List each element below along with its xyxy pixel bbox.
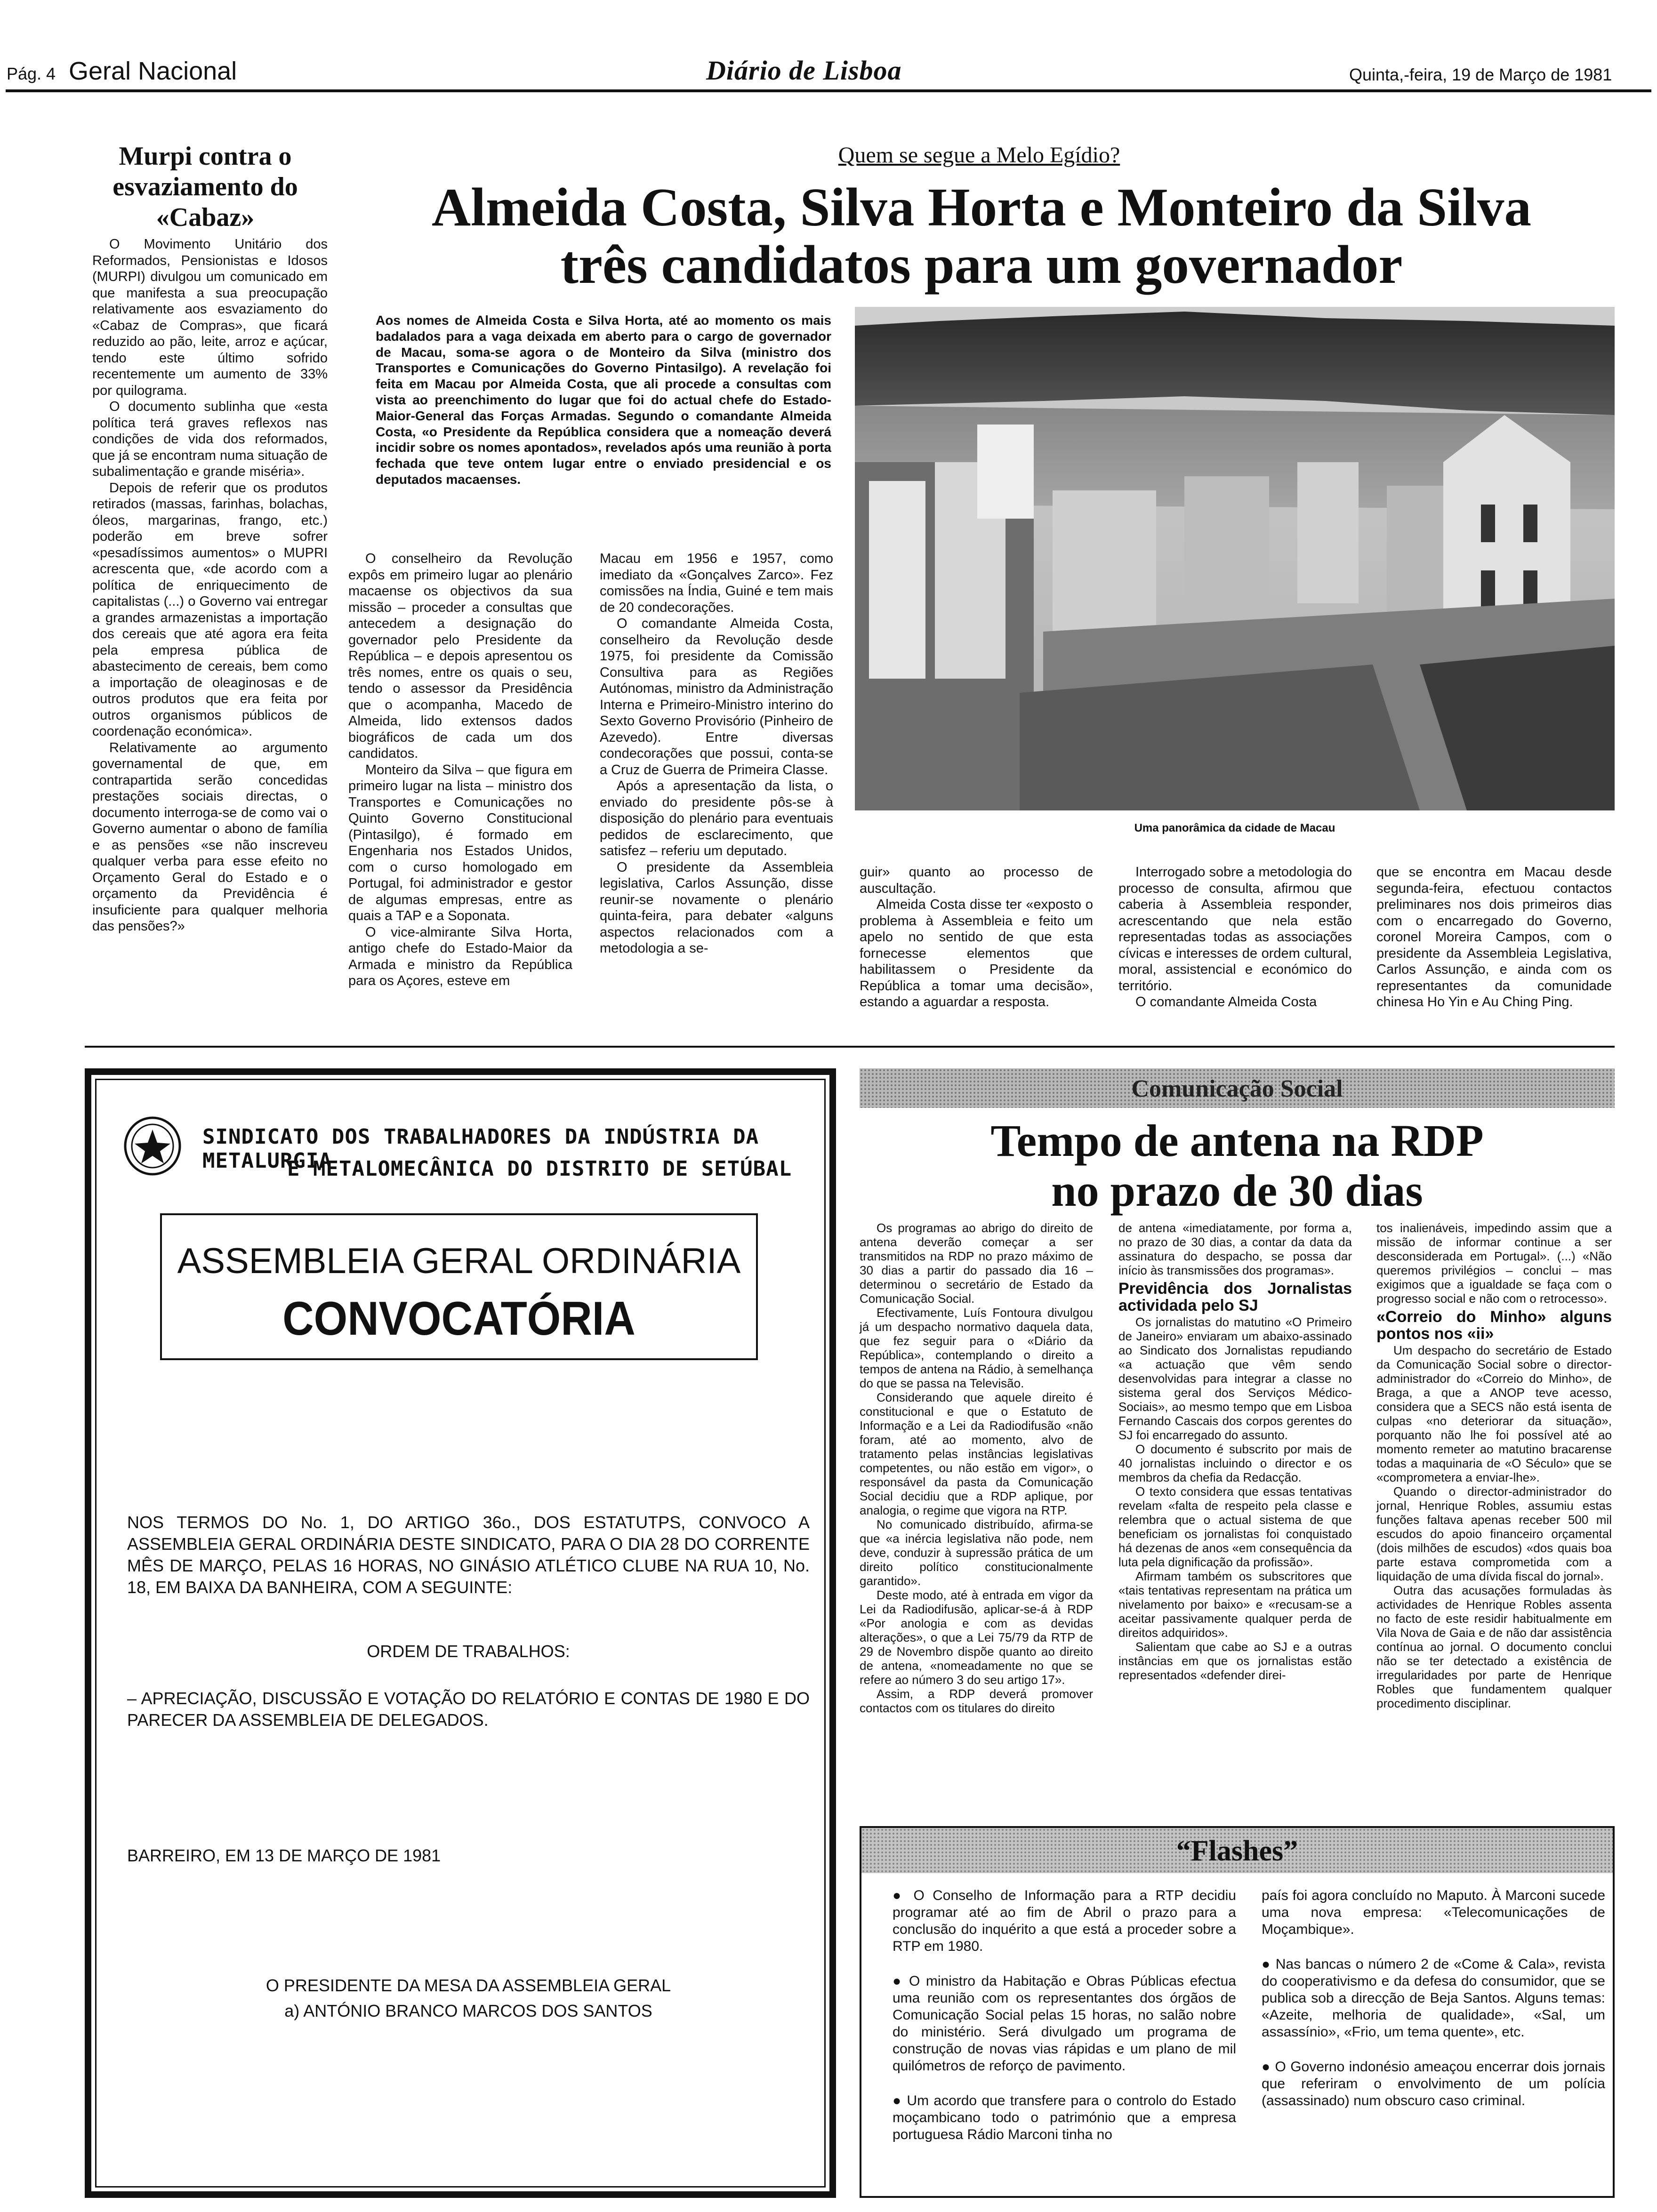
macau-photo-caption: Uma panorâmica da cidade de Macau [1134,822,1335,834]
macau-paragraph: Macau em 1956 e 1957, como imediato da «Gonçalves Zarco». Fez comissões na Índia, Guiné e tem mais de 20 condecorações. [600,551,833,615]
rdp-col-2 [1118,1221,1352,1682]
flash-item: ● O ministro da Habitação e Obras Públicas efectua uma reunião com os representantes dos órgãos de Comunicação Social pelas 15 horas, no salão nobre do ministério. Será divulgado um programa de construção de novas vias rápidas e um plano de mil quilómetros de reforço de pavimento. [893,1973,1236,2075]
union-name-line-2: E METALOMECÂNICA DO DISTRITO DE SETÚBAL [287,1157,792,1181]
macau-col-4 [1118,864,1352,1010]
issue-date: Quinta,-feira, 19 de Março de 1981 [1349,65,1612,84]
rdp-paragraph: Deste modo, até à entrada em vigor da Lei da Radiodifusão, aplicar-se-á à RDP «Por anologia e com as devidas alterações», o que a Lei 75/79 da RTP de 29 de Novembro dispõe quanto ao direito de antena, «nomeadamente no que se refere ao número 3 do seu artigo 17». [860,1588,1093,1687]
rdp-paragraph: de antena «imediatamente, por forma a, no prazo de 30 dias, a contar da data da assinatura do despacho, se possa dar início às transmissões dos programas». [1118,1221,1352,1277]
macau-col-5 [1376,864,1612,1010]
macau-paragraph: O comandante Almeida Costa, conselheiro da Revolução desde 1975, foi presidente da Comissão Consultiva para as Regiões Autónomas, ministro da Administração Interna e Primeiro-Ministro interino do Sexto Governo Provisório (Pinheiro de Azevedo). Entre diversas condecorações que possui, conta-se a Cruz de Guerra de Primeira Classe. [600,616,833,777]
flash-item: ● O Conselho de Informação para a RTP decidiu programar até ao fim de Abril o prazo para a conclusão do inquérito a que está a proceder sobre a RTP em 1980. [893,1887,1236,1955]
macau-lead: Aos nomes de Almeida Costa e Silva Horta, até ao momento os mais badalados para a vaga deixada em aberto para o cargo de governador de Macau, soma-se agora o de Monteiro da Silva (ministro dos Transportes e Comunicações do Governo Pintasilgo). A revelação foi feita em Macau por Almeida Costa, que ali procede a consultas com vista ao preenchimento do lugar que foi do actual chefe do Estado-Maior-General das Forças Armadas. Segundo o comandante Almeida Costa, «o Presidente da República considera que a nomeação deverá incidir sobre os nomes apontados», revelados após uma reunião à porta fechada que teve ontem lugar entre o enviado presidencial e os deputados macaenses. [376,313,831,487]
convocation-title: CONVOCATÓRIA [282,1292,635,1346]
page-number: Pág. 4 [7,64,56,83]
flashes-title: “Flashes” [1176,1835,1298,1867]
macau-paragraph: O presidente da Assembleia legislativa, Carlos Assunção, disse reunir-se novamente o plenário quinta-feira, para debater «alguns aspectos relacionados com a metodologia a se- [600,859,833,956]
rdp-paragraph: No comunicado distribuído, afirma-se que «a inércia legislativa não pode, nem deve, conduzir à supressão prática de um direito político constitucionalmente garantido». [860,1517,1093,1588]
murpi-article [92,236,328,935]
flash-item: país foi agora concluído no Maputo. À Marconi sucede uma nova empresa: «Telecomunicações de Moçambique». [1262,1888,1605,1937]
rdp-section-title: Comunicação Social [1131,1075,1343,1102]
assembly-title: ASSEMBLEIA GERAL ORDINÁRIA [177,1241,741,1281]
rdp-subheading-previdencia: Previdência dos Jornalistas actividada pelo SJ [1118,1280,1352,1314]
union-name-line-1: SINDICATO DOS TRABALHADORES DA INDÚSTRIA DA METALURGIA [202,1125,759,1173]
flashes-right [1262,1887,1605,2109]
macau-paragraph: que se encontra em Macau desde segunda-feira, efectuou contactos preliminares nos dois primeiros dias com o encarregado do Governo, coronel Moreira Campos, com o presidente da Assembleia Legislativa, Carlos Assunção, e ainda com os representantes da comunidade chinesa Ho Yin e Au Ching Ping. [1376,865,1612,1010]
signer-title: O PRESIDENTE DA MESA DA ASSEMBLEIA GERAL [265,1976,671,1995]
section-divider [85,1046,1615,1048]
flash-item: ● Um acordo que transfere para o controlo do Estado moçambicano todo o património que a empresa portuguesa Rádio Marconi tinha no [893,2092,1236,2143]
order-of-business-title: ORDEM DE TRABALHOS: [367,1642,570,1661]
flashes-left [893,1887,1236,2143]
macau-paragraph: O conselheiro da Revolução expôs em primeiro lugar ao plenário macaense os objectivos da sua missão – proceder a consultas que antecedem a designação do governador pelo Presidente da República – e depois apresentou os três nomes, entre os quais o seu, tendo o assessor da Presidência que o acompanha, Macedo de Almeida, lido extensos dados biográficos de cada um dos candidatos. [348,551,572,761]
murpi-paragraph: Depois de referir que os produtos retirados (massas, farinhas, bolachas, óleos, margarinas, frango, etc.) poderão em breve sofrer «pesadíssimos aumentos» o MUPRI acrescenta que, «de acordo com a política de enriquecimento de capitalistas (...) o Governo vai entregar a grandes armazenistas a importação dos cereais que até agora era feita pela empresa pública de abastecimento de cereais, bem como a importação de oleaginosas e de outros produtos que era feita por outros organismos públicos de coordenação económica». [92,480,328,739]
section-title: Geral Nacional [69,57,237,85]
union-emblem-icon [123,1115,182,1177]
rdp-col-3 [1376,1221,1612,1710]
murpi-paragraph: O Movimento Unitário dos Reformados, Pensionistas e Idosos (MURPI) divulgou um comunicado em que manifesta a sua preocupação relativamente aos esvaziamento do «Cabaz de Compras», que ficará reduzido ao pão, leite, arroz e açúcar, tendo este último sofrido recentemente um aumento de 33% por quilograma. [92,237,328,398]
rdp-paragraph: Efectivamente, Luís Fontoura divulgou já um despacho normativo daquela data, que fez seguir para o «Diário da República», contemplando o direito a tempos de antena na Rádio, à semelhança do que se passa na Televisão. [860,1306,1093,1390]
rdp-paragraph: Afirmam também os subscritores que «tais tentativas representam na prática um nivelamento por baixo» e «recusam-se a aceitar passivamente qualquer perda de direitos adquiridos». [1118,1569,1352,1640]
rdp-paragraph: Quando o director-administrador do jornal, Henrique Robles, assumiu estas funções faltava apenas receber 500 mil escudos do apoio financeiro orçamental (dois milhões de escudos) «dos quais boa parte estava comprometida com a liquidação de uma dívida fiscal do jornal». [1376,1484,1612,1583]
macau-col-3 [860,864,1093,1010]
rdp-paragraph: Um despacho do secretário de Estado da Comunicação Social sobre o director-administrador do «Correio do Minho», de Braga, a que a ANOP teve acesso, considera que a SECS não está isenta de culpas «no deteriorar da situação», porquanto não lhe foi possível até ao momento remeter ao matutino bracarense todas a maquinaria de «O Século» que se «comprometera a enviar-lhe». [1376,1343,1612,1484]
murpi-paragraph: O documento sublinha que «esta política terá graves reflexos nas condições de vida dos reformados, que já se encontram numa situação de subalimentação e grande miséria». [92,399,328,479]
rdp-paragraph: Os programas ao abrigo do direito de antena deverão começar a ser transmitidos na RDP no prazo máximo de 30 dias a partir do passado dia 16 – determinou o secretário de Estado da Comunicação Social. [860,1221,1093,1306]
convocation-body: NOS TERMOS DO No. 1, DO ARTIGO 36o., DOS ESTATUTPS, CONVOCO A ASSEMBLEIA GERAL ORDINÁRIA DESTE SINDICATO, PARA O DIA 28 DO CORRENTE MÊS DE MARÇO, PELAS 16 HORAS, NO GINÁSIO ATLÉTICO CLUBE NA RUA 10, No. 18, EM BAIXA DA BANHEIRA, COM A SEGUINTE: [127,1513,810,1597]
macau-cityscape-photo [855,307,1615,810]
flash-item: ● O Governo indonésio ameaçou encerrar dois jornais que referiram o envolvimento de um polícia (assassinado) num obscuro caso criminal. [1262,2059,1605,2109]
rdp-paragraph: Os jornalistas do matutino «O Primeiro de Janeiro» enviaram um abaixo-assinado ao Sindicato dos Jornalistas repudiando «a actuação que vêm sendo desenvolvidas para integrar a classe no sistema geral dos Serviços Médico-Sociais», ao mesmo tempo que em Lisboa Fernando Cascais dos corpos gerentes do SJ foi encarregado do assunto. [1118,1315,1352,1442]
macau-photo [855,307,1615,810]
macau-paragraph: Após a apresentação da lista, o enviado do presidente pôs-se à disposição do plenário para eventuais pedidos de esclarecimento, que satisfez – referiu um deputado. [600,778,833,858]
macau-paragraph: guir» quanto ao processo de auscultação. [860,865,1093,896]
union-emblem [123,1115,182,1177]
murpi-headline: Murpi contra o esvaziamento do «Cabaz» [113,142,298,232]
masthead-rule [6,89,1651,92]
macau-col-2 [600,551,833,957]
rdp-paragraph: Salientam que cabe ao SJ e a outras instâncias em que os jornalistas estão representados «defender direi- [1118,1640,1352,1682]
macau-paragraph: Monteiro da Silva – que figura em primeiro lugar na lista – ministro dos Transportes e Comunicações no Quinto Governo Constitucional (Pintasilgo), é formado em Engenharia nos Estados Unidos, com o curso homologado em Portugal, foi administrador e gestor de algumas empresas, entre as quais a TAP e a Soponata. [348,762,572,923]
macau-paragraph: Almeida Costa disse ter «exposto o problema à Assembleia e feito um apelo no sentido de que esta fornecesse elementos que habilitassem o Presidente da República a tomar uma decisão», estando a aguardar a resposta. [860,897,1093,1010]
rdp-headline-1: Tempo de antena na RDP [990,1115,1484,1166]
rdp-headline-2: no prazo de 30 dias [1051,1165,1423,1216]
rdp-paragraph: O documento é subscrito por mais de 40 jornalistas incluindo o director e os membros da chefia da Redacção. [1118,1442,1352,1484]
flash-item: ● Nas bancas o número 2 de «Come & Cala», revista do cooperativismo e da defesa do consumidor, que se publica sob a direcção de Beja Santos. Alguns temas: «Azeite, melhoria de qualidade», «Sal, um assassínio», «Frio, um tema quente», etc. [1262,1956,1605,2041]
macau-kicker: Quem se segue a Melo Egídio? [838,143,1120,168]
rdp-paragraph: Assim, a RDP deverá promover contactos com os titulares do direito [860,1687,1093,1715]
macau-headline-2: três candidatos para um governador [560,235,1403,295]
macau-headline-1: Almeida Costa, Silva Horta e Monteiro da Silva [431,177,1532,237]
macau-paragraph: O vice-almirante Silva Horta, antigo chefe do Estado-Maior da Armada e ministro da República para os Açores, esteve em [348,924,572,988]
rdp-paragraph: tos inalienáveis, impedindo assim que a missão de informar continue a ser desconsiderada em Portugal». (...) «Não queremos privilégios – conclui – mas exigimos que a igualdade se faça com o progresso social e não com o retrocesso». [1376,1221,1612,1306]
rdp-paragraph: O texto considera que essas tentativas revelam «falta de respeito pela classe e relembra que o actual sistema de que beneficiam os jornalistas foi conquistado há dezenas de anos «em consequência da luta pela dignificação da profissão». [1118,1484,1352,1569]
rdp-paragraph: Considerando que aquele direito é constitucional e que o Estatuto de Informação e a Lei da Radiodifusão «não foram, até ao momento, alvo de tratamento pelas instâncias legislativas competentes, ou não estão em vigor», o responsável da pasta da Comunicação Social decidiu que a RDP aplique, por analogia, o regime que vigora na RTP. [860,1390,1093,1517]
murpi-paragraph: Relativamente ao argumento governamental de que, em contrapartida serão concedidas prestações sociais directas, o documento interroga-se de como vai o Governo aumentar o abono de família e as pensões «se não inscreveu qualquer verba para esse efeito no Orçamento Geral do Estado e o orçamento da Previdência é insuficiente para qualquer melhoria das pensões?» [92,740,328,934]
signer-name: a) ANTÓNIO BRANCO MARCOS DOS SANTOS [284,2001,652,2020]
macau-paragraph: Interrogado sobre a metodologia do processo de consulta, afirmou que caberia à Assembleia responder, acrescentando que nela estão representadas todas as associações cívicas e interesses de ordem cultural, moral, assistencial e económico do território. [1118,865,1352,994]
rdp-paragraph: Outra das acusações formuladas às actividades de Henrique Robles assenta no facto de este residir habitualmente em Vila Nova de Gaia e de não dar assistência contínua ao jornal. O documento conclui não se ter detectado a existência de irregularidades por parte de Henrique Robles que fundamentem qualquer procedimento disciplinar. [1376,1583,1612,1710]
rdp-col-1 [860,1221,1093,1715]
order-item: – APRECIAÇÃO, DISCUSSÃO E VOTAÇÃO DO RELATÓRIO E CONTAS DE 1980 E DO PARECER DA ASSEMBLEIA DE DELEGADOS. [127,1689,810,1730]
rdp-subheading-correio: «Correio do Minho» alguns pontos nos «ii» [1376,1308,1612,1343]
macau-col-1 [348,551,572,989]
macau-paragraph: O comandante Almeida Costa [1135,994,1317,1010]
newspaper-name: Diário de Lisboa [706,55,902,86]
place-date: BARREIRO, EM 13 DE MARÇO DE 1981 [127,1846,441,1865]
